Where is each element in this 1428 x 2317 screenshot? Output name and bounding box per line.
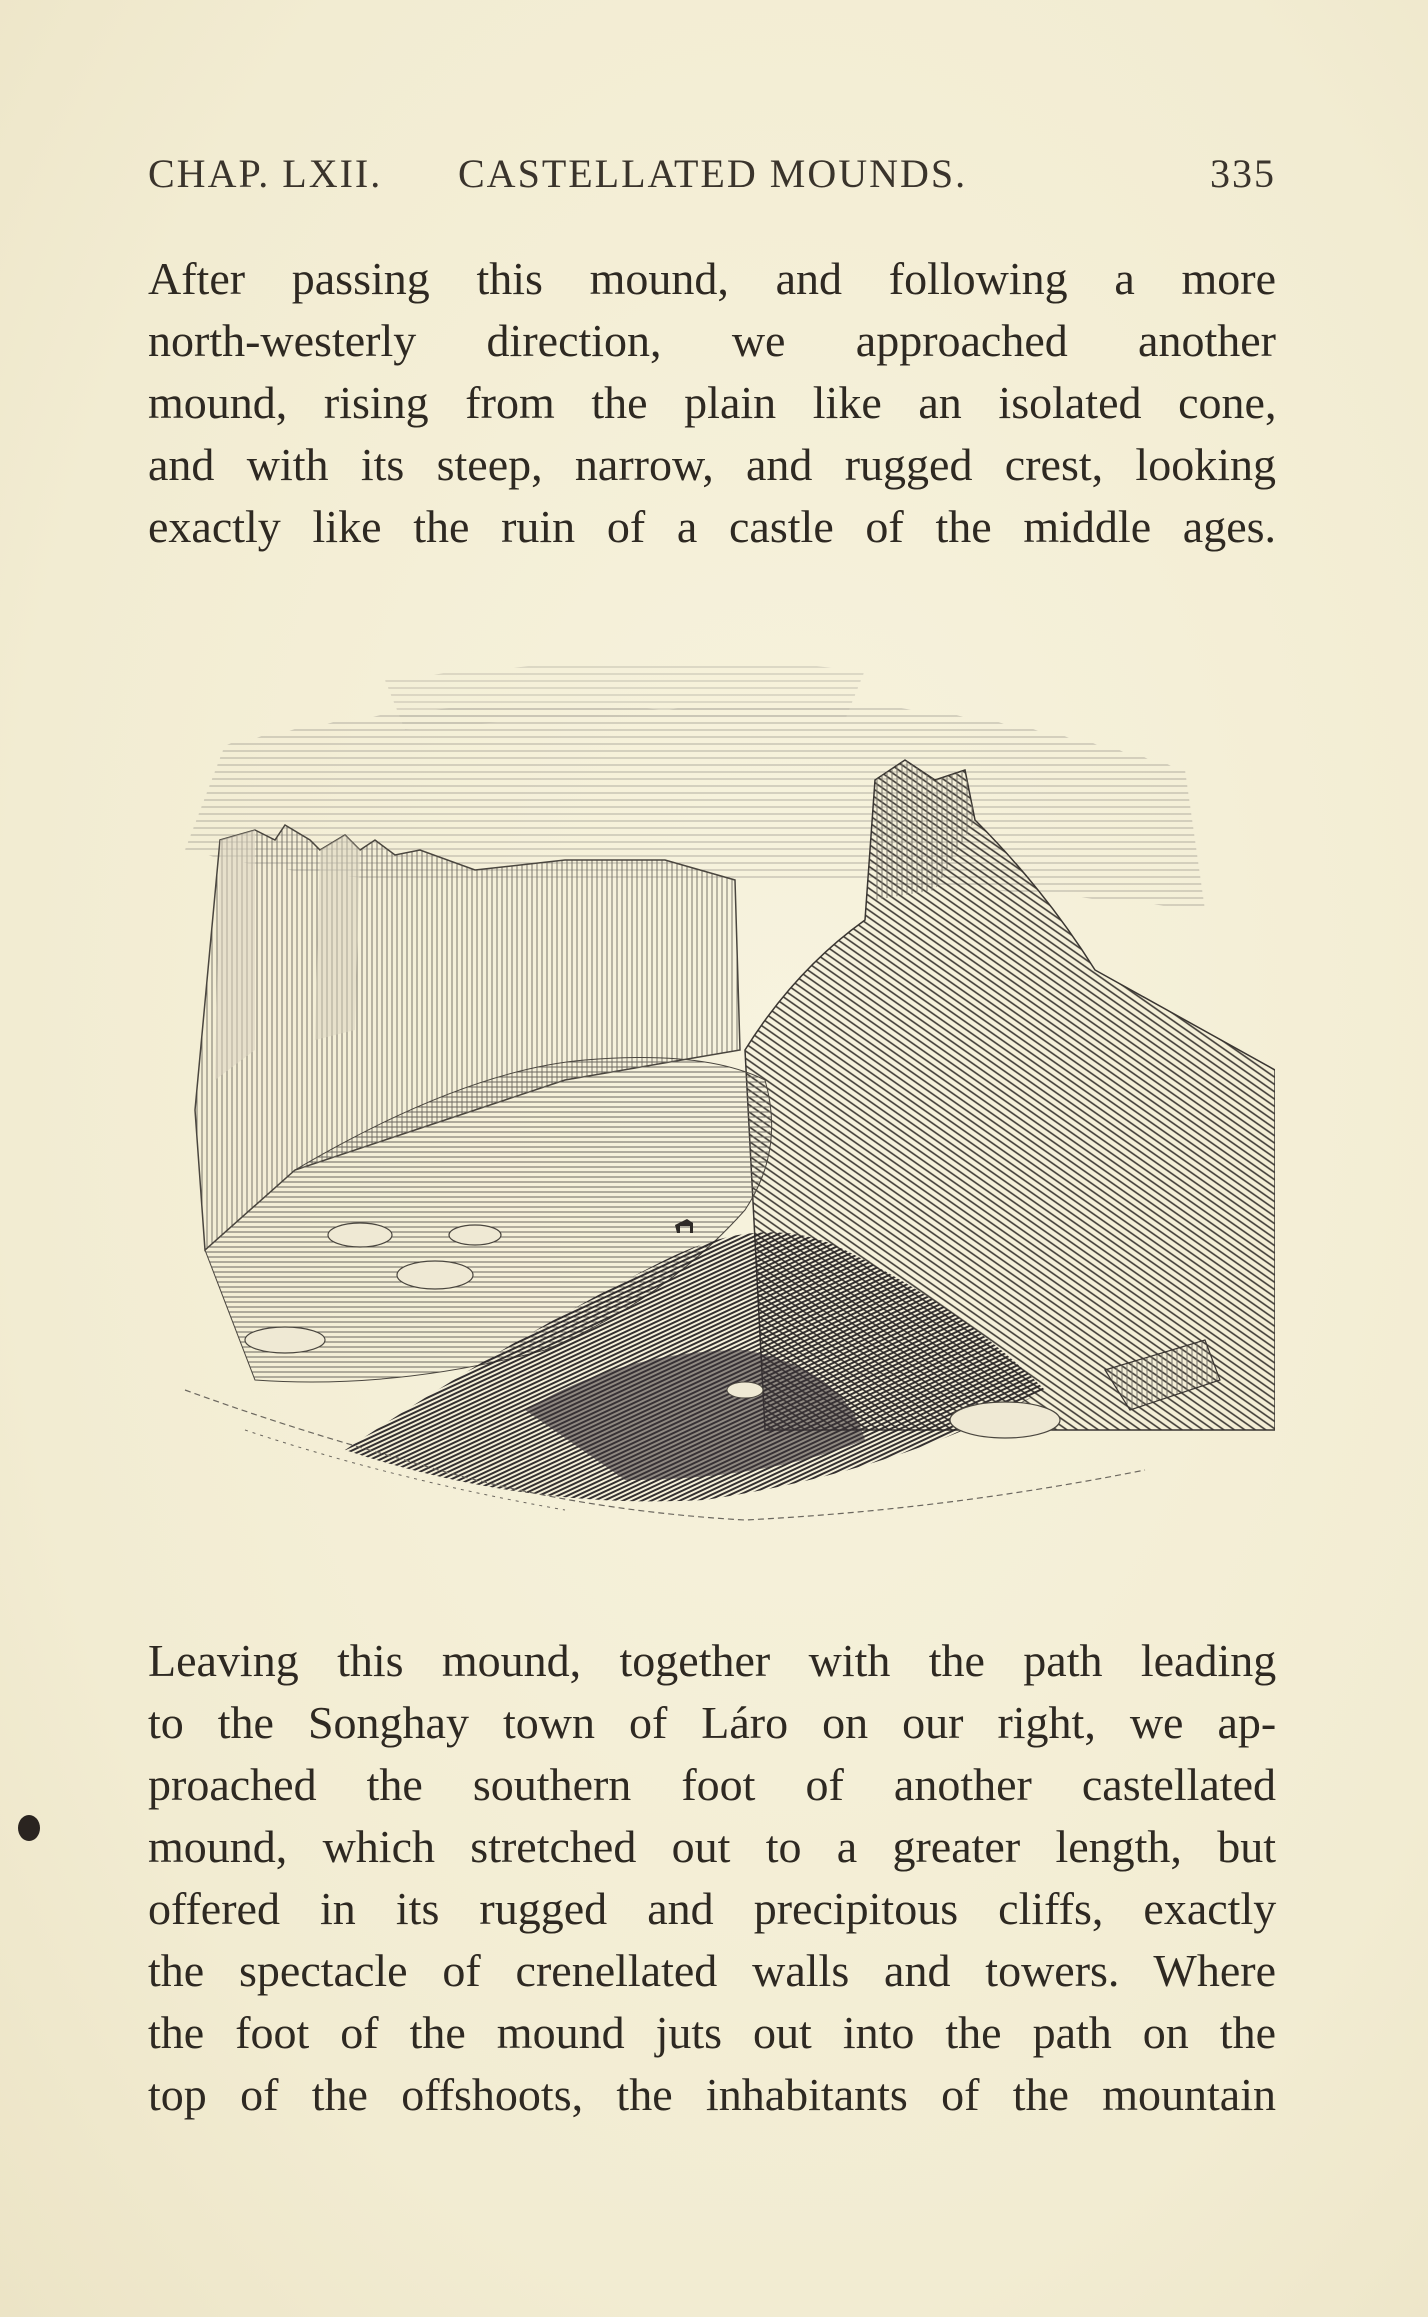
text-line: north-westerly direction, we approached another bbox=[148, 315, 1276, 366]
running-title: CASTELLATED MOUNDS. bbox=[458, 151, 968, 196]
page-number: 335 bbox=[1210, 151, 1276, 196]
paragraph-1 bbox=[148, 248, 1276, 558]
text-line: top of the offshoots, the inhabitants of the mountain bbox=[148, 2069, 1276, 2120]
ink-blot bbox=[18, 1815, 40, 1841]
paragraph-2 bbox=[148, 1630, 1276, 2126]
text-line: offered in its rugged and precipitous cliffs, exactly bbox=[148, 1883, 1277, 1934]
text-line: to the Songhay town of Láro on our right, we ap- bbox=[148, 1697, 1277, 1748]
text-line: the spectacle of crenellated walls and towers. Where bbox=[148, 1945, 1276, 1996]
text-line: and with its steep, narrow, and rugged crest, looking bbox=[148, 439, 1276, 490]
running-header bbox=[148, 150, 1276, 210]
text-line: Leaving this mound, together with the path leading bbox=[148, 1635, 1277, 1686]
text-line: mound, rising from the plain like an isolated cone, bbox=[148, 377, 1277, 428]
text-line: After passing this mound, and following a more bbox=[148, 253, 1276, 304]
text-line: the foot of the mound juts out into the path on the bbox=[148, 2007, 1276, 2058]
text-line: mound, which stretched out to a greater length, but bbox=[148, 1821, 1276, 1872]
engraving-castellated-mound bbox=[145, 650, 1275, 1550]
text-line: exactly like the ruin of a castle of the middle ages. bbox=[148, 501, 1277, 552]
text-line: proached the southern foot of another castellated bbox=[148, 1759, 1276, 1810]
chapter-label: CHAP. LXII. bbox=[148, 151, 383, 196]
